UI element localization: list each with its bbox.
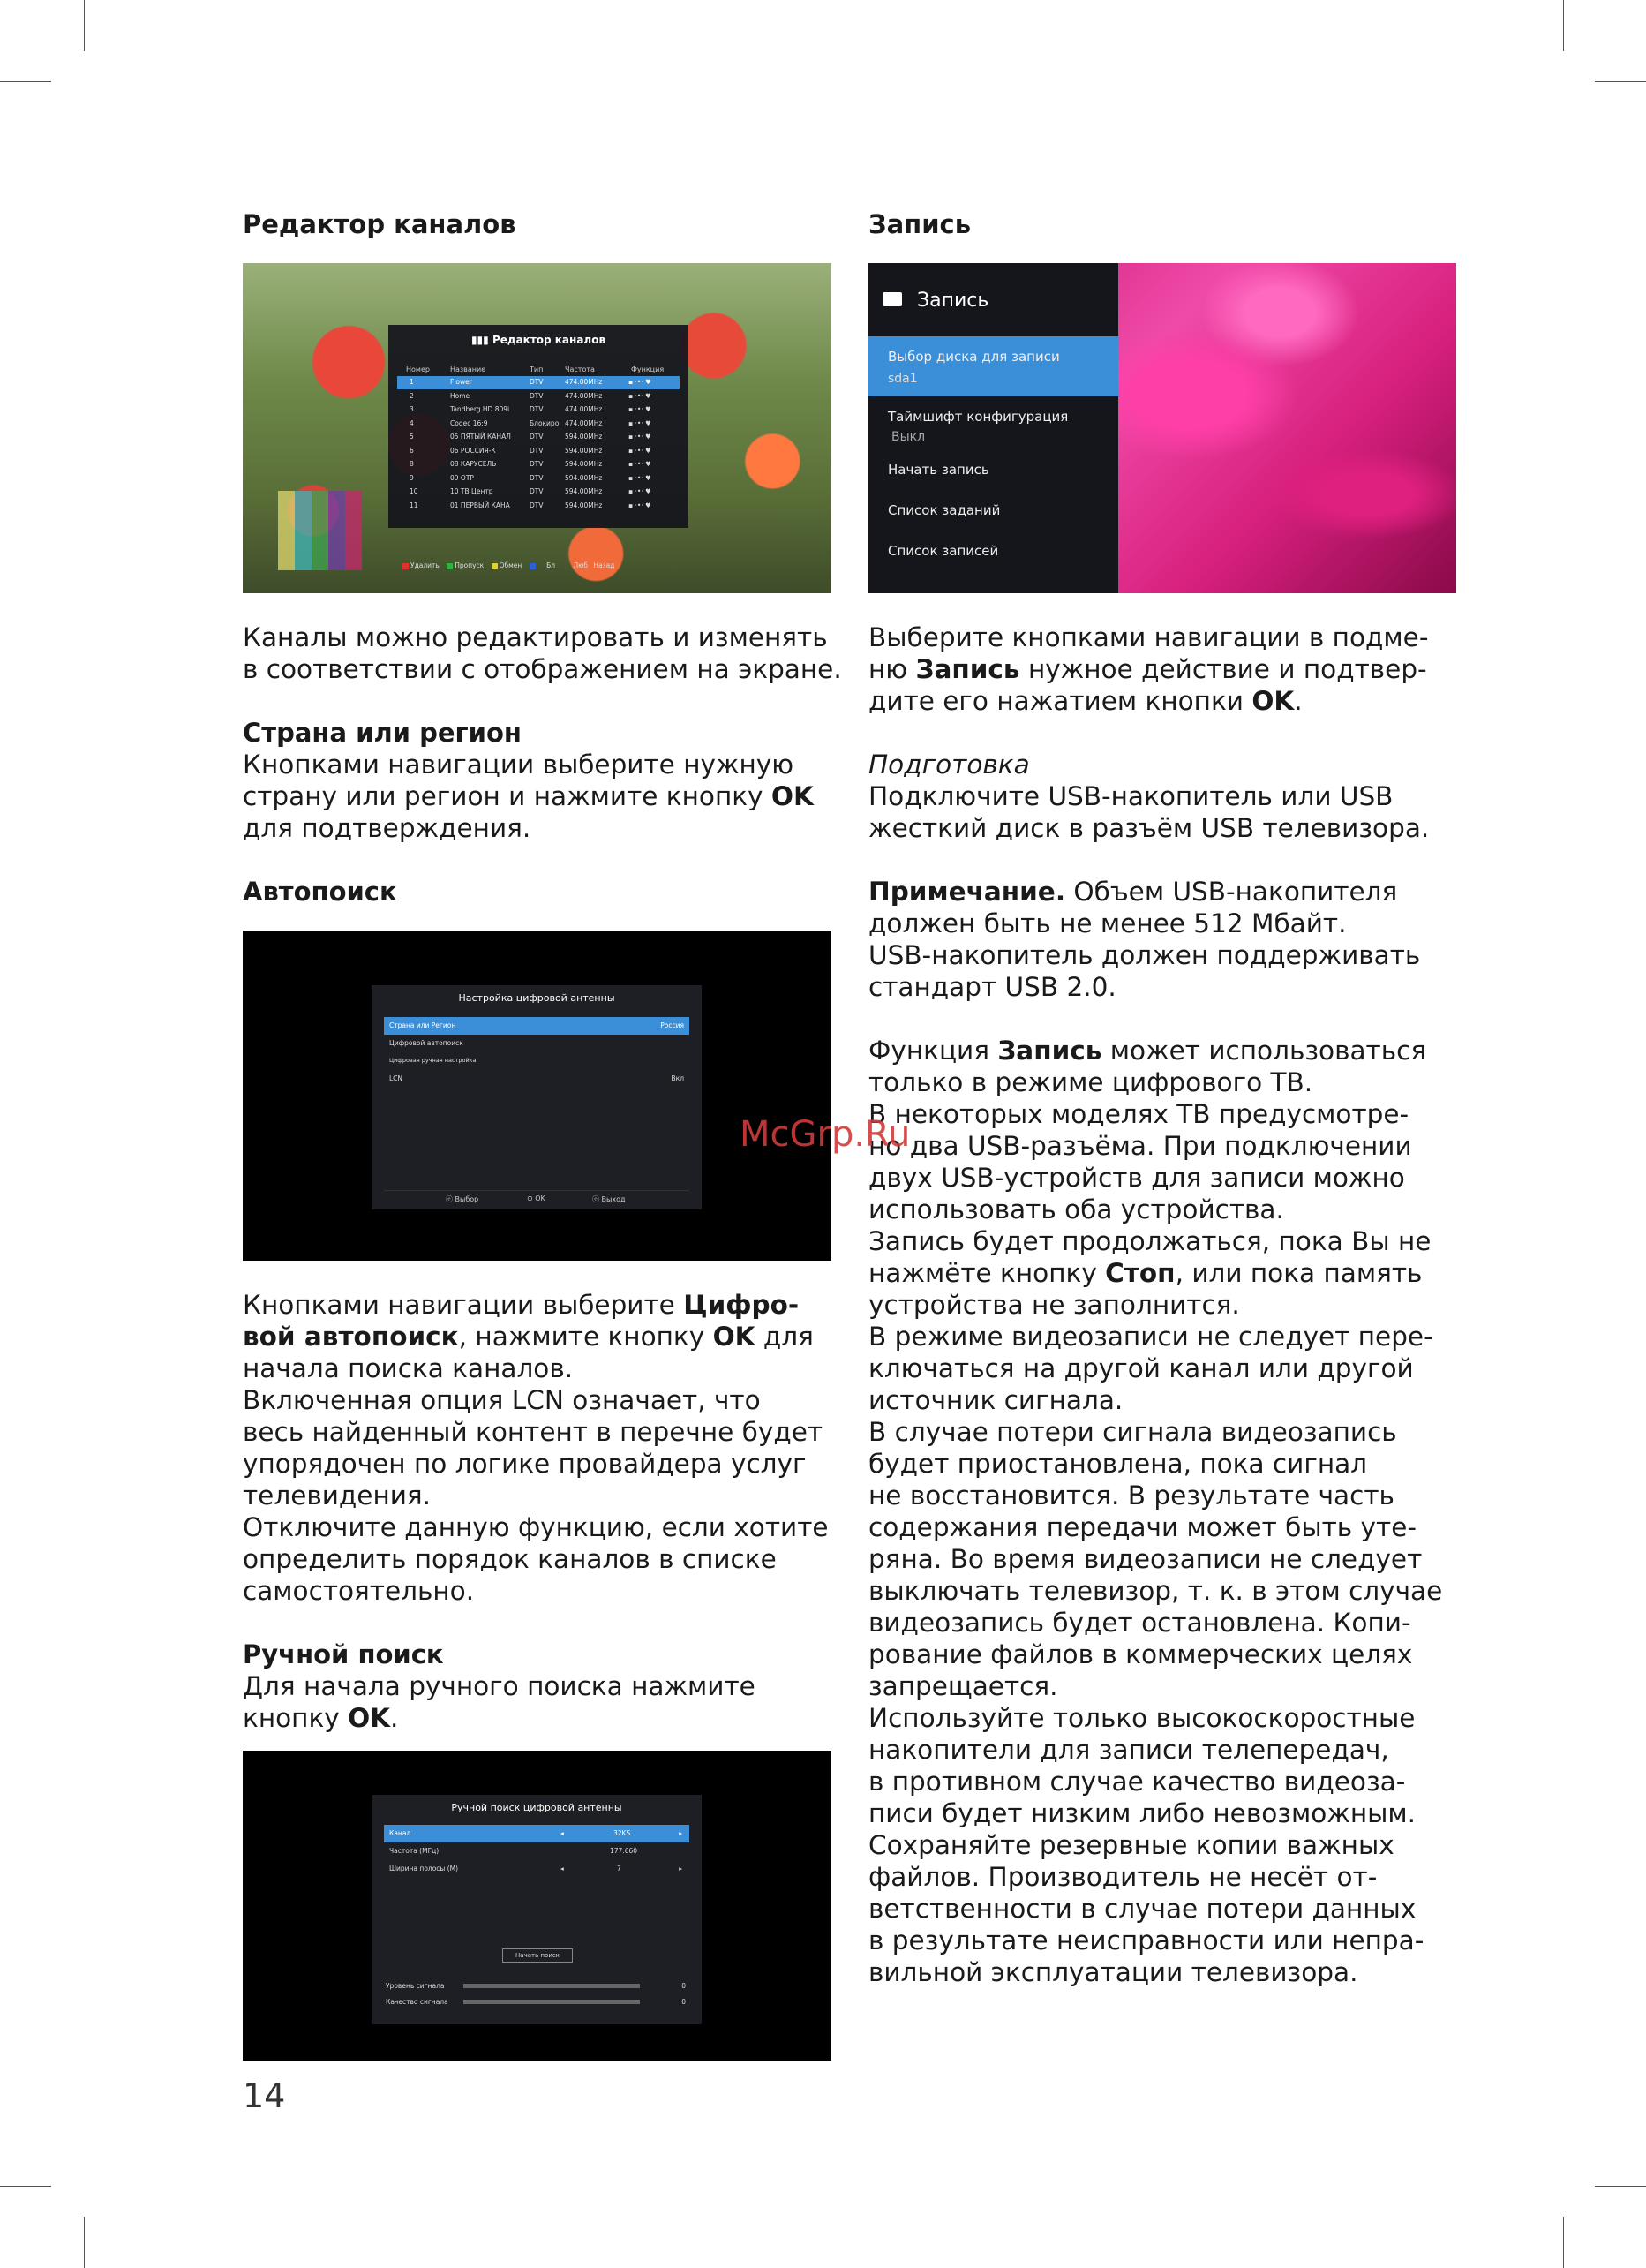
crop-mark	[84, 0, 85, 51]
function-icons: ▪ ·•· ♥	[628, 405, 651, 413]
col-type: Тип	[530, 365, 544, 373]
function-icons: ▪ ·•· ♥	[628, 487, 651, 495]
col-number: Номер	[406, 365, 430, 373]
menu-disk-select[interactable]: Выбор диска для записи sda1	[868, 336, 1118, 396]
function-icons: ▪ ·•· ♥	[628, 418, 651, 427]
dialog-title: ▮▮▮ Редактор каналов	[470, 334, 606, 346]
paragraph-function: Функция Запись может использоваться только в режиме цифрового ТВ. В некоторых моделях ТВ предусмотре- но два USB-разъёма. При подключении двух USB-устройств для записи можно использовать оба устройства. Запись будет продолжаться, пока Вы не нажмёте кнопку Стоп, или пока память устройства не заполнится. В режиме видеозаписи не следует пере- ключаться на другой канал или другой источник сигнала. В случае потери сигнала видеозапись будет приостановлена, пока сигнал не восстановится. В результате часть содержания передачи может быть уте- ряна. Во время видеозаписи не следует выключать телевизор, т. к. в этом случае видеозапись будет остановлена. Копи- рование файлов в коммерческих целях запрещается. Используйте только высокоскоростные накопители для записи телепередач, в противном случае качество видеоза- писи будет низким либо невозможным. Сохраняйте резервные копии важных файлов. Производитель не несёт от- ветственности в случае потери данных в результате неисправности или непра- вильной эксплуатации телевизора.	[868, 1036, 1443, 1987]
paragraph-preparation: Подготовка Подключите USB-накопитель или USB жесткий диск в разъём USB телевизора.	[868, 750, 1430, 843]
channel-editor-footer: Удалить Пропуск Обмен Бл Люб Назад	[397, 561, 614, 569]
row-signal-quality: Качество сигнала 0	[386, 1998, 686, 2006]
row-country[interactable]: Страна или Регион Россия	[384, 1017, 689, 1035]
crop-mark	[1563, 2217, 1564, 2268]
signal-level-bar	[463, 1984, 640, 1988]
crop-mark	[0, 81, 51, 82]
channel-editor-screenshot	[243, 263, 831, 593]
paragraph-channel-editor: Каналы можно редактировать и изменять в соответствии с отображением на экране.	[243, 622, 842, 684]
col-frequency: Частота	[565, 365, 595, 373]
row-bandwidth[interactable]: Ширина полосы (М) ◂ 7 ▸	[389, 1865, 682, 1872]
arrow-left-icon[interactable]: ◂	[560, 1829, 564, 1837]
heading-manual: Ручной поиск	[243, 1639, 444, 1669]
channel-row[interactable]: 5 05 ПЯТЫЙ КАНАЛ DTV 594.00MHz ▪ ·•· ♥	[410, 433, 651, 441]
page-number: 14	[243, 2076, 286, 2115]
function-icons: ▪ ·•· ♥	[628, 473, 651, 482]
menu-record-list[interactable]: Список записей	[888, 543, 999, 559]
manual-search-screenshot	[243, 1751, 831, 2061]
heading-country: Страна или регион	[243, 718, 522, 748]
manual-search-dialog	[372, 1795, 702, 2024]
channel-row[interactable]: 2 Home DTV 474.00MHz ▪ ·•· ♥	[410, 391, 651, 400]
channel-row[interactable]: 11 01 ПЕРВЫЙ КАНА DTV 594.00MHz ▪ ·•· ♥	[410, 501, 651, 509]
divider	[384, 1190, 689, 1191]
col-name: Название	[450, 365, 486, 373]
channel-row[interactable]: 9 09 ОТР DTV 594.00MHz ▪ ·•· ♥	[410, 473, 651, 482]
channel-editor-dialog	[388, 325, 688, 569]
row-signal-level: Уровень сигнала 0	[386, 1982, 686, 1990]
crop-mark	[0, 2186, 51, 2187]
heading-record: Запись	[868, 209, 972, 239]
paragraph-manual: Для начала ручного поиска нажмите кнопку OK.	[243, 1671, 755, 1733]
function-icons: ▪ ·•· ♥	[628, 378, 651, 386]
row-digital-manual[interactable]: Цифровая ручная настройка	[389, 1057, 477, 1064]
paragraph-autosearch: Кнопками навигации выберите Цифро- вой автопоиск, нажмите кнопку OK для начала поиска каналов. Включенная опция LCN означает, что весь найденный контент в перечне будет упорядочен по логике провайдера услуг телевидения. Отключите данную функцию, если хотите определить порядок каналов в списке самостоятельно.	[243, 1290, 829, 1606]
crop-mark	[1563, 0, 1564, 51]
chart-icon: ▮▮▮	[470, 334, 492, 346]
footer-exit: ⓔ Выход	[592, 1195, 626, 1203]
arrow-right-icon[interactable]: ▸	[679, 1865, 682, 1872]
channel-row[interactable]: 10 10 ТВ Центр DTV 594.00MHz ▪ ·•· ♥	[410, 487, 651, 495]
camera-icon	[883, 292, 902, 306]
footer-ok: ⊙ OK	[527, 1194, 545, 1202]
paragraph-record-intro: Выберите кнопками навигации в подме- ню Запись нужное действие и подтвер- дите его нажатием кнопки OK.	[868, 622, 1429, 716]
dialog-title: Настройка цифровой антенны	[458, 992, 615, 1004]
row-lcn[interactable]: LCN Вкл	[389, 1074, 684, 1082]
record-menu	[868, 263, 1118, 593]
menu-start-record[interactable]: Начать запись	[888, 462, 989, 478]
row-digital-autosearch[interactable]: Цифровой автопоиск	[389, 1039, 463, 1047]
footer-select: ⓔ Выбор	[446, 1195, 479, 1203]
channel-row[interactable]: 1 Flower DTV 474.00MHz ▪ ·•· ♥	[397, 376, 680, 389]
record-screenshot	[868, 263, 1456, 593]
channel-row[interactable]: 3 Tandberg HD 809i DTV 474.00MHz ▪ ·•· ♥	[410, 405, 651, 413]
channel-row[interactable]: 8 08 КАРУСЕЛЬ DTV 594.00MHz ▪ ·•· ♥	[410, 460, 651, 468]
function-icons: ▪ ·•· ♥	[628, 391, 651, 400]
channel-row[interactable]: 4 Codec 16:9 Блокиро 474.00MHz ▪ ·•· ♥	[410, 418, 651, 427]
table-header	[397, 364, 680, 374]
function-icons: ▪ ·•· ♥	[628, 501, 651, 509]
watermark: McGrp.Ru	[740, 1114, 911, 1155]
dialog-title: Ручной поиск цифровой антенны	[451, 1802, 622, 1813]
row-frequency: Частота (МГц) 177.660	[389, 1847, 638, 1855]
autosearch-dialog	[372, 985, 702, 1209]
color-test-bars	[278, 491, 362, 570]
function-icons: ▪ ·•· ♥	[628, 460, 651, 468]
autosearch-screenshot	[243, 931, 831, 1261]
menu-timeshift[interactable]: Таймшифт конфигурация Выкл	[888, 409, 1069, 444]
crop-mark	[1595, 81, 1646, 82]
col-function: Функция	[631, 365, 665, 373]
paragraph-country: Кнопками навигации выберите нужную страну или регион и нажмите кнопку OK для подтверждения.	[243, 750, 814, 843]
menu-task-list[interactable]: Список заданий	[888, 502, 1001, 518]
heading-autosearch: Автопоиск	[243, 877, 397, 907]
channel-row[interactable]: 6 06 РОССИЯ-К DTV 594.00MHz ▪ ·•· ♥	[410, 446, 651, 455]
record-menu-title: Запись	[917, 290, 989, 312]
start-search-button[interactable]: Начать поиск	[502, 1948, 573, 1963]
signal-quality-bar	[463, 2000, 640, 2004]
function-icons: ▪ ·•· ♥	[628, 433, 651, 441]
heading-channel-editor: Редактор каналов	[243, 209, 516, 239]
crop-mark	[1595, 2186, 1646, 2187]
paragraph-note: Примечание. Объем USB-накопителя должен быть не менее 512 Мбайт. USB-накопитель должен поддерживать стандарт USB 2.0.	[868, 877, 1421, 1002]
row-channel[interactable]: Канал ◂ 32KS ▸	[384, 1825, 689, 1842]
crop-mark	[84, 2217, 85, 2268]
arrow-right-icon[interactable]: ▸	[679, 1829, 682, 1837]
arrow-left-icon[interactable]: ◂	[560, 1865, 564, 1872]
function-icons: ▪ ·•· ♥	[628, 446, 651, 455]
